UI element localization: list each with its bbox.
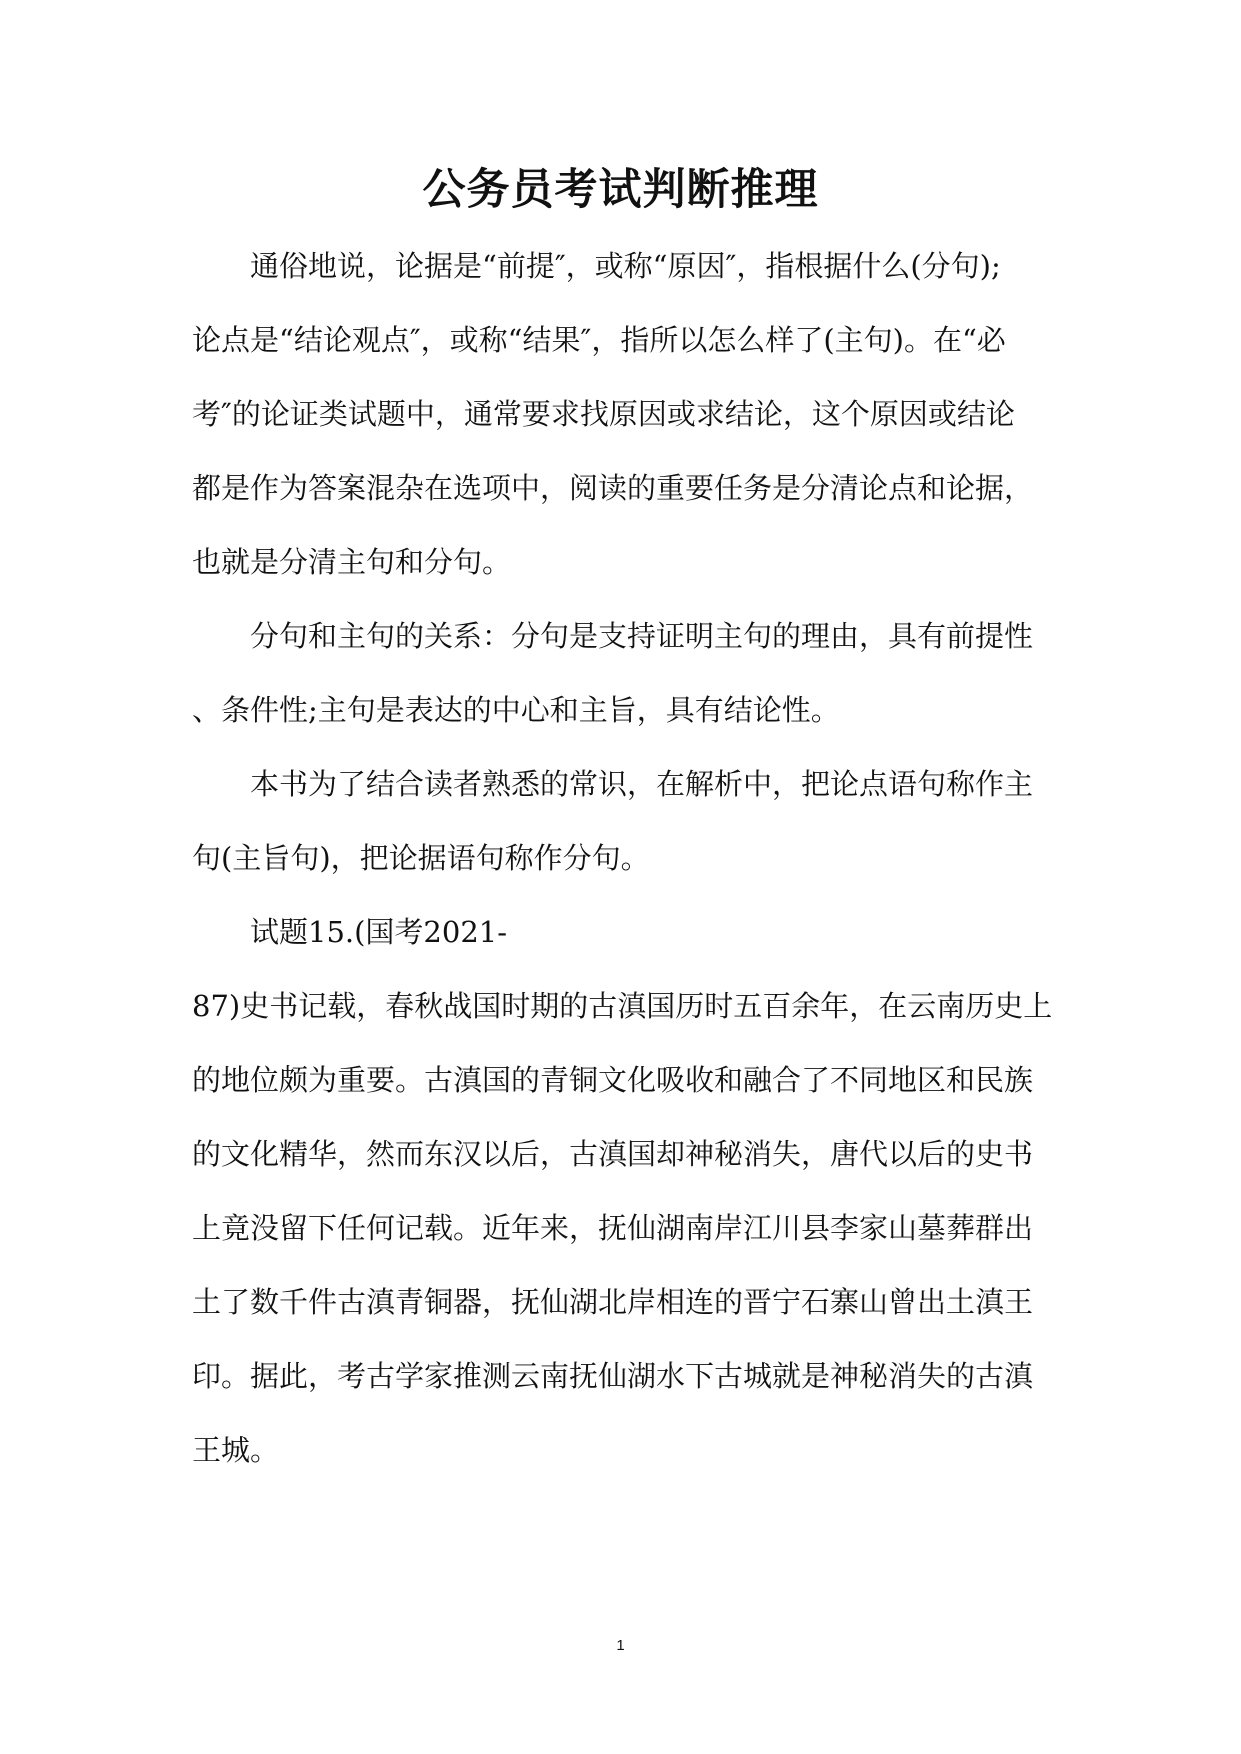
body-line-13: 的文化精华，然而东汉以后，古滇国却神秘消失，唐代以后的史书 bbox=[192, 1137, 1034, 1171]
document-title: 公务员考试判断推理 bbox=[422, 165, 819, 215]
body-line-1: 通俗地说，论据是“前提″，或称“原因″，指根据什么(分句); bbox=[250, 249, 1001, 283]
body-line-4: 都是作为答案混杂在选项中，阅读的重要任务是分清论点和论据， bbox=[192, 471, 1034, 505]
body-line-3: 考″的论证类试题中，通常要求找原因或求结论，这个原因或结论 bbox=[192, 397, 1015, 431]
page-number: 1 bbox=[616, 1637, 625, 1654]
body-line-5: 也就是分清主句和分句。 bbox=[192, 545, 512, 579]
body-line-8: 本书为了结合读者熟悉的常识，在解析中，把论点语句称作主 bbox=[250, 767, 1034, 801]
body-line-11: 87)史书记载，春秋战国时期的古滇国历时五百余年，在云南历史上 bbox=[192, 989, 1053, 1023]
body-line-7: 、条件性;主句是表达的中心和主旨，具有结论性。 bbox=[192, 693, 840, 727]
body-line-15: 土了数千件古滇青铜器，抚仙湖北岸相连的晋宁石寨山曾出土滇王 bbox=[192, 1285, 1034, 1319]
body-line-12: 的地位颇为重要。古滇国的青铜文化吸收和融合了不同地区和民族 bbox=[192, 1063, 1034, 1097]
body-line-9: 句(主旨句)，把论据语句称作分句。 bbox=[192, 841, 650, 875]
body-line-2: 论点是“结论观点″，或称“结果″，指所以怎么样了(主句)。在“必 bbox=[192, 323, 1006, 357]
body-line-14: 上竟没留下任何记载。近年来，抚仙湖南岸江川县李家山墓葬群出 bbox=[192, 1211, 1034, 1245]
body-line-10: 试题15.(国考2021- bbox=[250, 915, 508, 949]
body-line-6: 分句和主句的关系：分句是支持证明主句的理由，具有前提性 bbox=[250, 619, 1034, 653]
body-line-16: 印。据此，考古学家推测云南抚仙湖水下古城就是神秘消失的古滇 bbox=[192, 1359, 1034, 1393]
body-line-17: 王城。 bbox=[192, 1433, 280, 1467]
